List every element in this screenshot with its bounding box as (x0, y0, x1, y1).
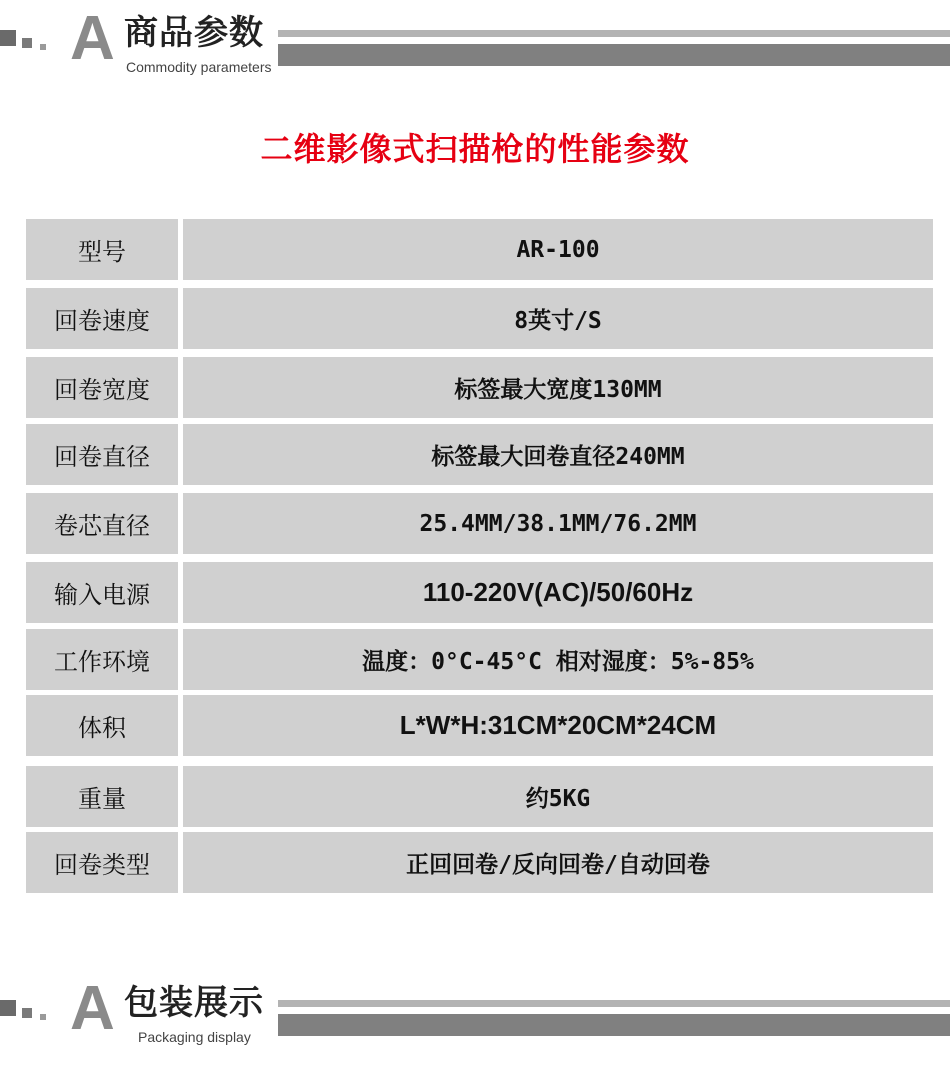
decor-bar-thin (278, 30, 950, 37)
spec-main-title: 二维影像式扫描枪的性能参数 (260, 130, 690, 168)
table-row (26, 424, 933, 485)
section-header-params (0, 0, 950, 75)
table-row (26, 219, 933, 280)
spec-label: 重量 (26, 766, 178, 827)
decor-square-medium (22, 1008, 32, 1018)
section-letter: A (70, 4, 115, 73)
section-title: 包装展示 (124, 983, 264, 1023)
table-row (26, 766, 933, 827)
decor-square-small (40, 44, 46, 50)
section-subtitle: Packaging display (138, 1029, 251, 1045)
section-letter: A (70, 974, 115, 1043)
spec-label: 输入电源 (26, 562, 178, 623)
spec-value: L*W*H:31CM*20CM*24CM (183, 695, 933, 756)
decor-bar-thick (278, 1014, 950, 1036)
spec-value: 标签最大回卷直径240MM (183, 424, 933, 485)
spec-label: 回卷宽度 (26, 357, 178, 418)
section-header-packaging (0, 970, 950, 1045)
spec-value: 110-220V(AC)/50/60Hz (183, 562, 933, 623)
spec-label: 型号 (26, 219, 178, 280)
spec-value: 8英寸/S (183, 288, 933, 349)
table-row (26, 562, 933, 623)
decor-square-medium (22, 38, 32, 48)
spec-label: 回卷直径 (26, 424, 178, 485)
table-row (26, 832, 933, 893)
table-row (26, 357, 933, 418)
table-row (26, 695, 933, 756)
table-row (26, 629, 933, 690)
spec-value: 25.4MM/38.1MM/76.2MM (183, 493, 933, 554)
table-row (26, 288, 933, 349)
spec-label: 回卷速度 (26, 288, 178, 349)
decor-square-small (40, 1014, 46, 1020)
decor-bar-thick (278, 44, 950, 66)
table-row (26, 493, 933, 554)
section-subtitle: Commodity parameters (126, 59, 272, 75)
spec-value: 约5KG (183, 766, 933, 827)
spec-label: 体积 (26, 695, 178, 756)
decor-square-large (0, 30, 16, 46)
spec-label: 工作环境 (26, 629, 178, 690)
decor-bar-thin (278, 1000, 950, 1007)
section-title: 商品参数 (124, 13, 264, 53)
decor-square-large (0, 1000, 16, 1016)
spec-value: AR-100 (183, 219, 933, 280)
spec-label: 卷芯直径 (26, 493, 178, 554)
spec-value: 温度：0°C-45°C 相对湿度：5%-85% (183, 629, 933, 690)
spec-value: 标签最大宽度130MM (183, 357, 933, 418)
spec-label: 回卷类型 (26, 832, 178, 893)
spec-value: 正回回卷/反向回卷/自动回卷 (183, 832, 933, 893)
